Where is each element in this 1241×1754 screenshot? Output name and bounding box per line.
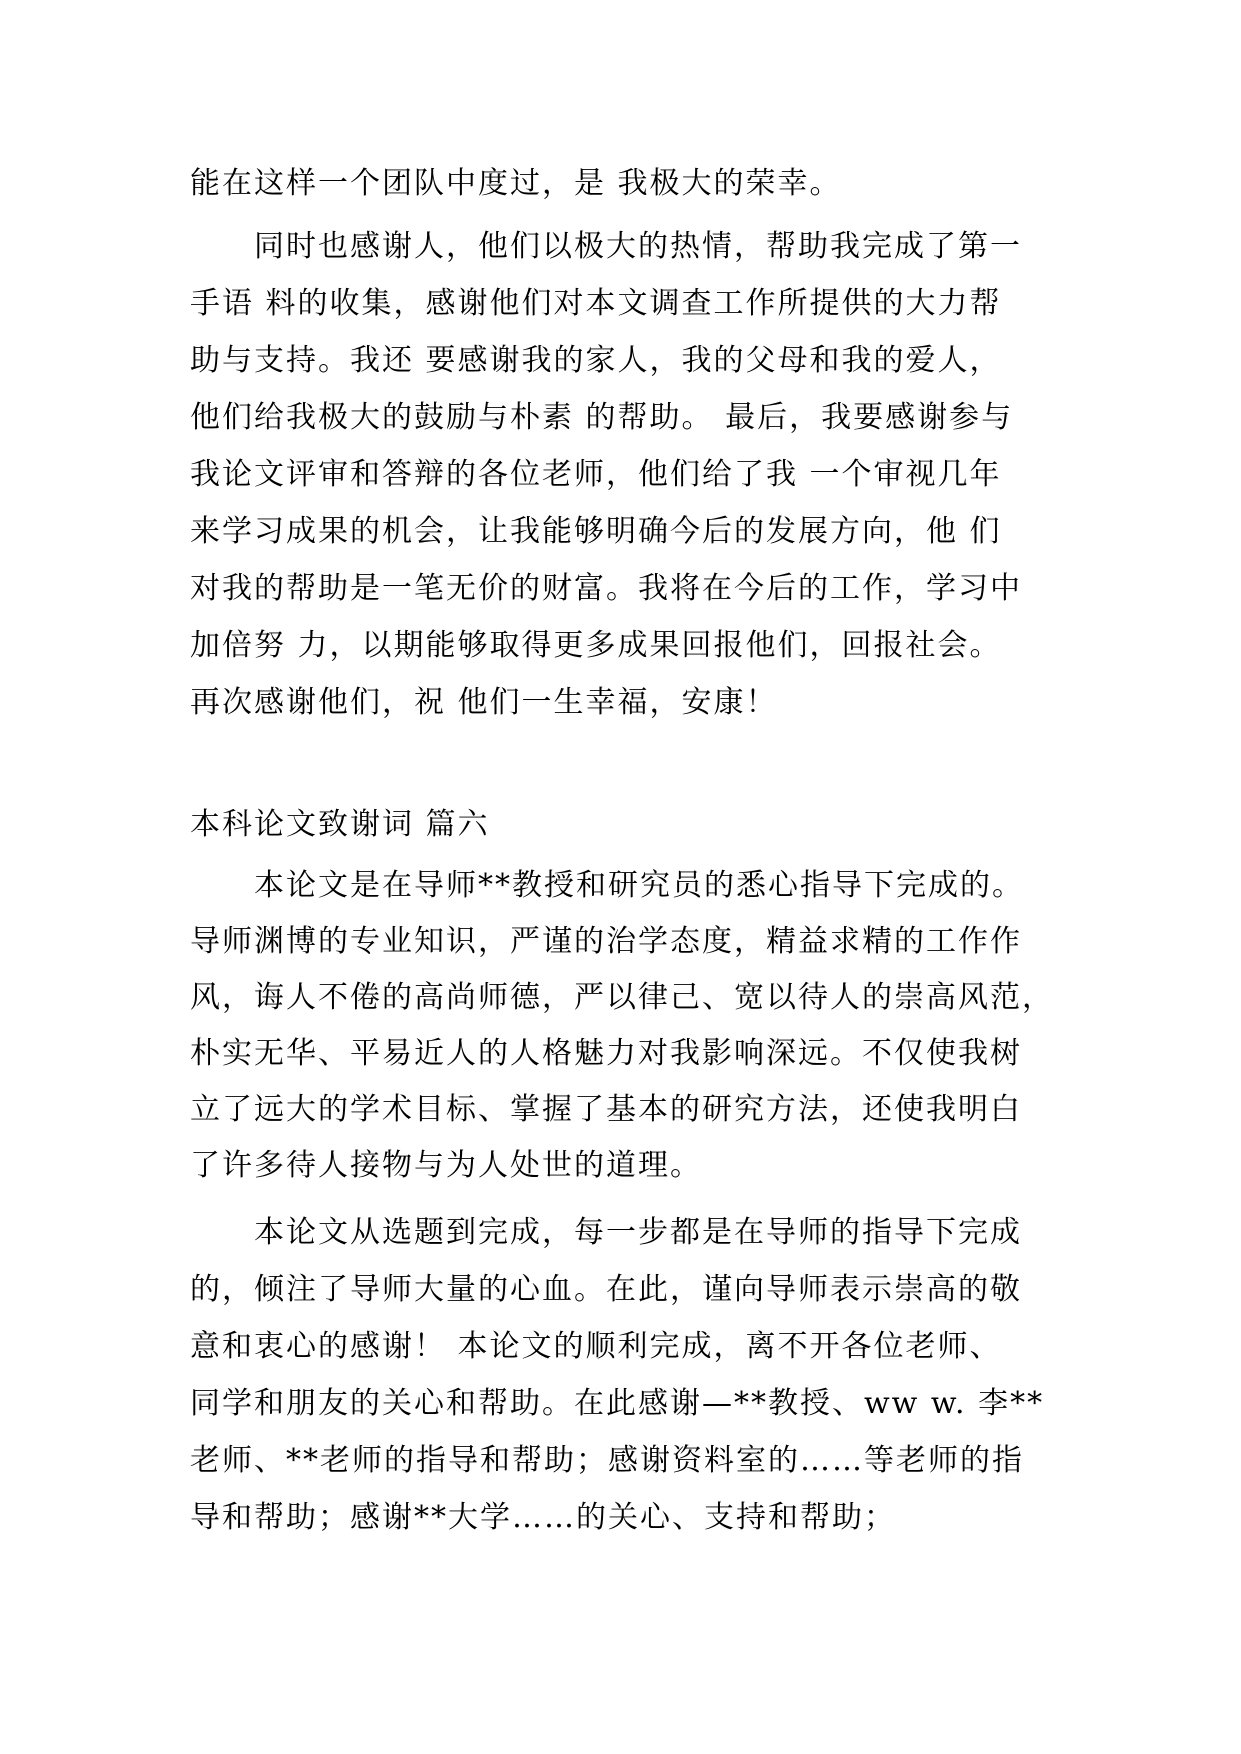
paragraph-line: 本论文是在导师**教授和研究员的悉心指导下完成的。 <box>254 868 1024 903</box>
paragraph-line: 立了远大的学术目标、掌握了基本的研究方法，还使我明白 <box>190 1092 1022 1127</box>
paragraph-line: 再次感谢他们，祝 他们一生幸福，安康！ <box>190 685 778 720</box>
paragraph-line: 朴实无华、平易近人的人格魅力对我影响深远。不仅使我树 <box>190 1036 1022 1071</box>
paragraph-line: 本论文从选题到完成，每一步都是在导师的指导下完成 <box>254 1215 1022 1250</box>
paragraph-line: 对我的帮助是一笔无价的财富。我将在今后的工作，学习中 <box>190 571 1022 606</box>
paragraph-line: 助与支持。我还 要感谢我的家人，我的父母和我的爱人， <box>190 343 1002 378</box>
paragraph-line: 导师渊博的专业知识，严谨的治学态度，精益求精的工作作 <box>190 924 1022 959</box>
paragraph-line: 手语 料的收集，感谢他们对本文调查工作所提供的大力帮 <box>190 286 1002 321</box>
paragraph-line: 意和衷心的感谢！ 本论文的顺利完成，离不开各位老师、 <box>190 1329 1002 1364</box>
section-heading: 本科论文致谢词 篇六 <box>190 807 490 842</box>
paragraph-line: 的，倾注了导师大量的心血。在此，谨向导师表示崇高的敬 <box>190 1272 1022 1307</box>
paragraph-line: 能在这样一个团队中度过，是 我极大的荣幸。 <box>190 166 842 201</box>
paragraph-line: 同时也感谢人，他们以极大的热情，帮助我完成了第一 <box>254 229 1022 264</box>
paragraph-line: 了许多待人接物与为人处世的道理。 <box>190 1148 702 1183</box>
paragraph-line: 来学习成果的机会，让我能够明确今后的发展方向，他 们 <box>190 514 1002 549</box>
paragraph-line: 同学和朋友的关心和帮助。在此感谢—**教授、ww w. 李** <box>190 1386 1045 1421</box>
paragraph-line: 老师、**老师的指导和帮助；感谢资料室的……等老师的指 <box>190 1443 1024 1478</box>
paragraph-line: 他们给我极大的鼓励与朴素 的帮助。 最后，我要感谢参与 <box>190 400 1014 435</box>
paragraph-line: 加倍努 力，以期能够取得更多成果回报他们，回报社会。 <box>190 628 1002 663</box>
paragraph-line: 导和帮助；感谢**大学……的关心、支持和帮助； <box>190 1500 896 1535</box>
paragraph-line: 风，诲人不倦的高尚师德，严以律己、宽以待人的崇高风范， <box>190 980 1054 1015</box>
paragraph-line: 我论文评审和答辩的各位老师，他们给了我 一个审视几年 <box>190 457 1002 492</box>
